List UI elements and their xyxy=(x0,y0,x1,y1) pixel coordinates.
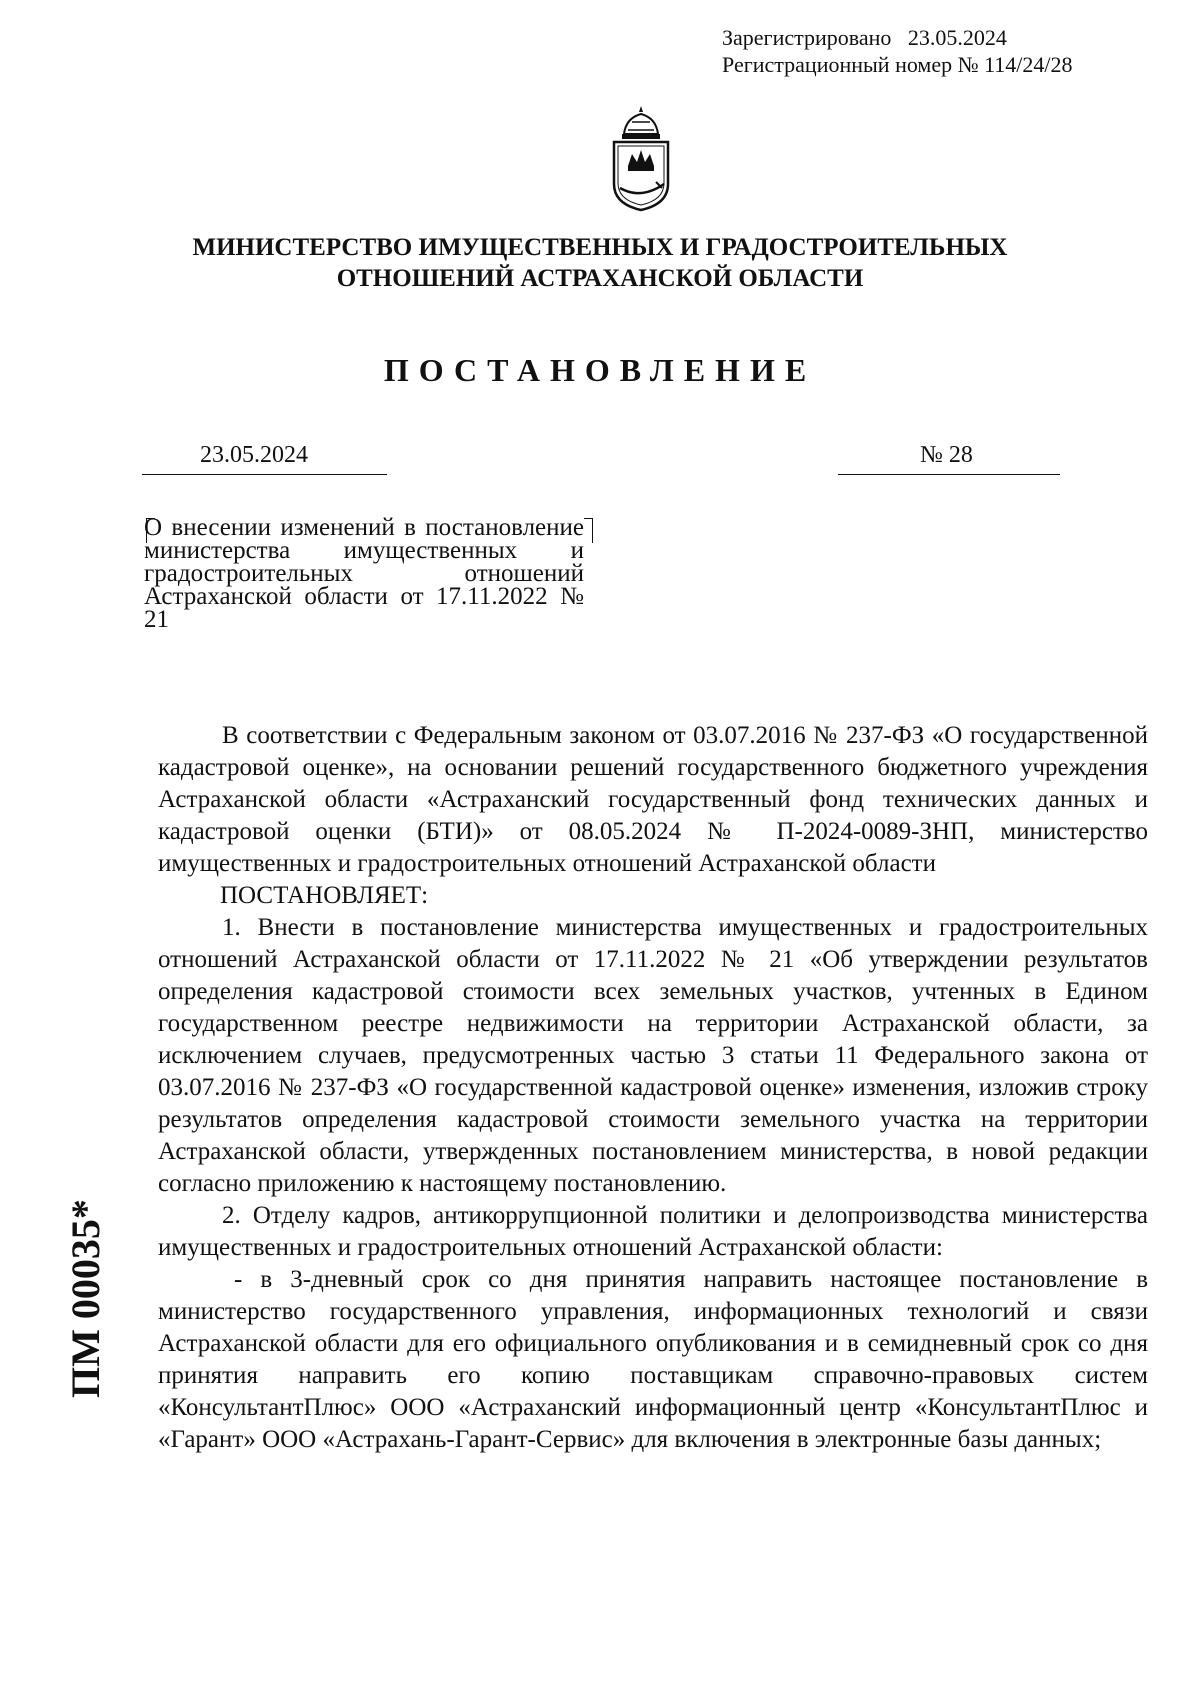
subject-bracket-right xyxy=(584,518,593,543)
number-underline xyxy=(838,474,1060,475)
coat-of-arms-icon xyxy=(602,104,680,214)
item-1-paragraph: 1. Внести в постановление министерства имущественных и градостроительных отношений Астраханской области от 17.11.2022 № 21 «Об утверждении результатов определения кадастровой стоимости всех земельных участков, учтенных в Едином государственном реестре недвижимости на территории Астраханской области, за исключением случаев, предусмотренных частью 3 статьи 11 Федерального закона от 03.07.2016 № 237-ФЗ «О государственной кадастровой оценке» изменения, изложив строку результатов определения кадастровой стоимости земельного участка на территории Астраханской области, утвержденных постановлением министерства, в новой редакции согласно приложению к настоящему постановлению. xyxy=(158,914,1148,1197)
registration-number: Регистрационный номер № 114/24/28 xyxy=(722,52,1073,77)
document-body xyxy=(158,720,1148,1456)
document-subject: О внесении изменений в постановление министерства имущественных и градостроительных отношений Астраханской области от 17.11.2022 № 21 xyxy=(144,514,584,633)
item-2-paragraph: 2. Отделу кадров, антикоррупционной политики и делопроизводства министерства имущественных и градостроительных отношений Астраханской области: xyxy=(158,1202,1148,1261)
decree-heading: ПОСТАНОВЛЯЕТ: xyxy=(220,882,429,909)
registration-date: Зарегистрировано 23.05.2024 xyxy=(722,25,1007,50)
document-number: № 28 xyxy=(920,442,973,468)
document-date: 23.05.2024 xyxy=(200,442,308,468)
document-type: ПОСТАНОВЛЕНИЕ xyxy=(383,352,817,388)
registration-block xyxy=(722,24,1162,78)
date-underline xyxy=(142,474,387,475)
ministry-title xyxy=(150,232,1050,294)
side-stamp: ПМ 00035* xyxy=(63,1199,108,1398)
preamble-paragraph: В соответствии с Федеральным законом от 03.07.2016 № 237-ФЗ «О государственной кадастровой оценке», на основании решений государственного бюджетного учреждения Астраханской области «Астраханский государственный фонд технических данных и кадастровой оценки (БТИ)» от 08.05.2024 № П-2024-0089-ЗНП, министерство имущественных и градостроительных отношений Астраханской области xyxy=(158,722,1148,877)
item-2-subitem-paragraph: - в 3-дневный срок со дня принятия направить настоящее постановление в министерство государственного управления, информационных технологий и связи Астраханской области для его официального опубликования и в семидневный срок со дня принятия направить его копию поставщикам справочно-правовых систем «КонсультантПлюс» ООО «Астраханский информационный центр «КонсультантПлюс и «Гарант» ООО «Астрахань-Гарант-Сервис» для включения в электронные базы данных; xyxy=(158,1266,1148,1453)
ministry-title-line-2: ОТНОШЕНИЙ АСТРАХАНСКОЙ ОБЛАСТИ xyxy=(336,265,864,292)
ministry-title-line-1: МИНИСТЕРСТВО ИМУЩЕСТВЕННЫХ И ГРАДОСТРОИТЕЛЬНЫХ xyxy=(192,234,1008,261)
